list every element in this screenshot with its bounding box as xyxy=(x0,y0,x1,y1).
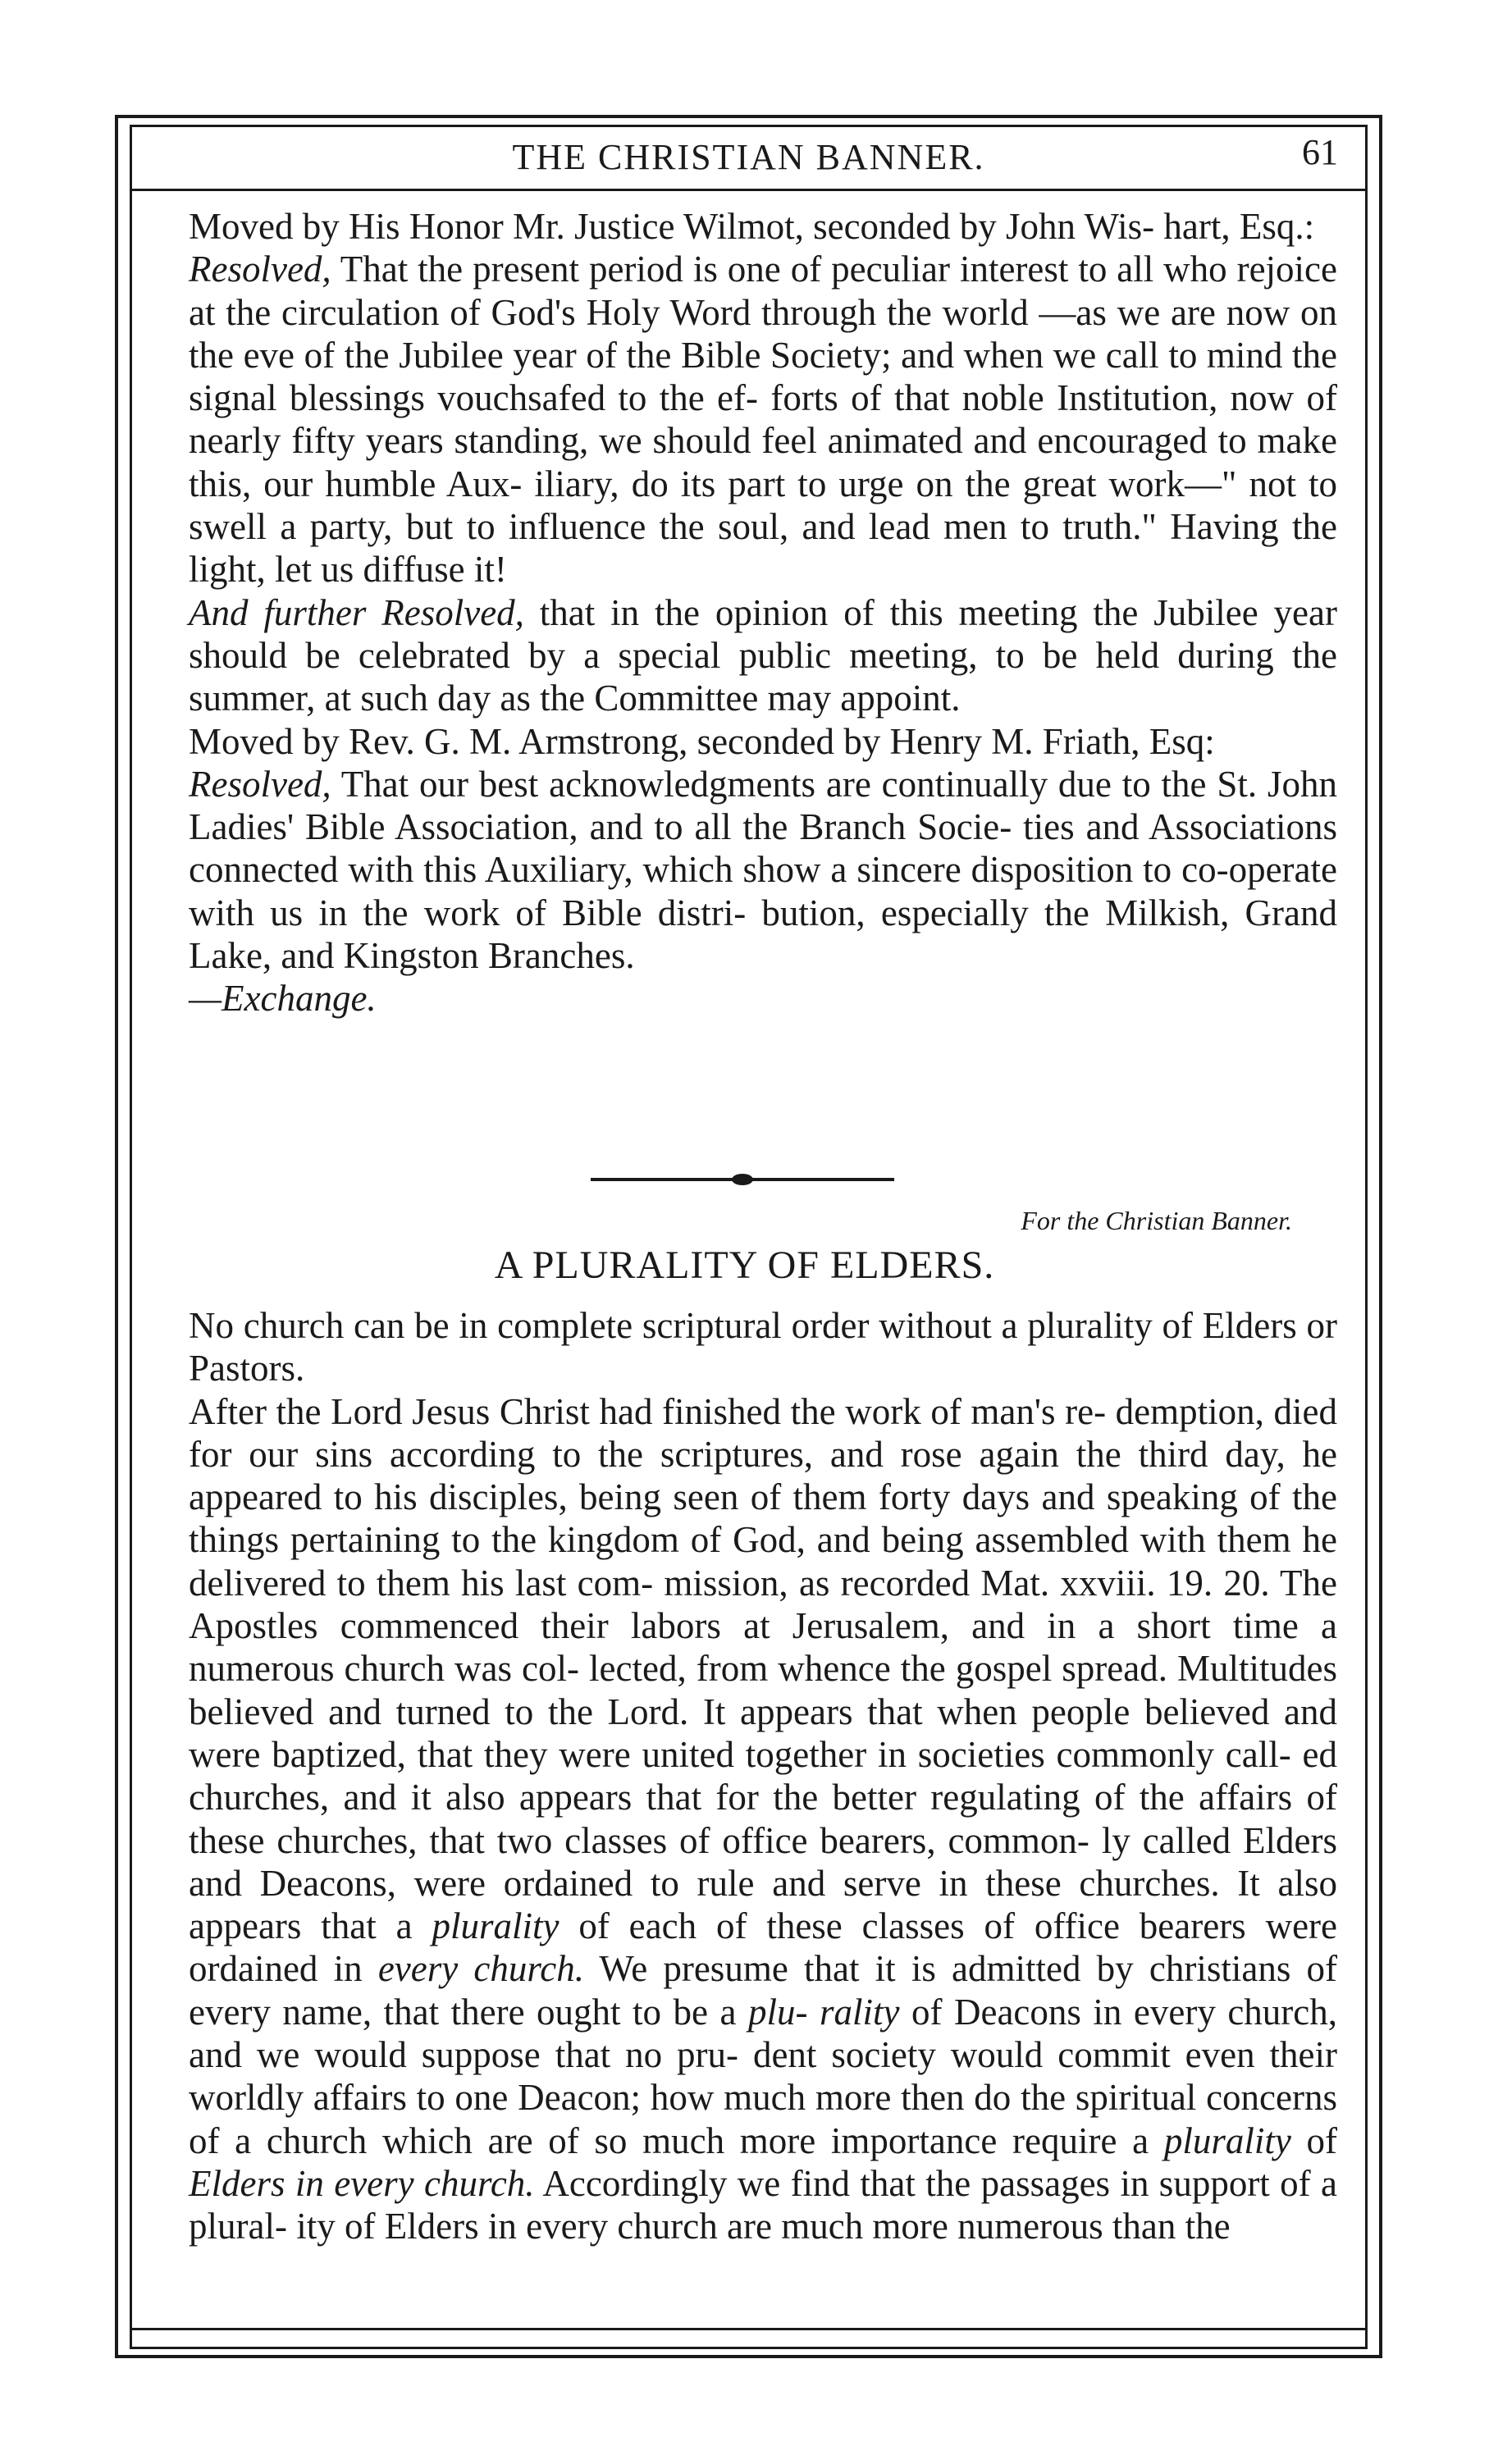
resolved-label: Resolved, xyxy=(189,763,331,805)
source-credit xyxy=(189,977,1337,1020)
resolution-paragraph xyxy=(189,248,1337,591)
resolved-label: Resolved, xyxy=(189,249,331,290)
article-paragraph xyxy=(189,1390,1337,2248)
bottom-rule xyxy=(130,2328,1368,2330)
article-title: A PLURALITY OF ELDERS. xyxy=(494,1243,995,1287)
resolution-paragraph xyxy=(189,591,1337,720)
running-title: THE CHRISTIAN BANNER. xyxy=(512,137,985,177)
source-credit-text: —Exchange. xyxy=(189,978,377,1020)
page-header xyxy=(131,125,1366,191)
text-run: Accordingly we find that the passages in support of a plural- ity of Elders in every church are much more numerous than the xyxy=(189,2162,1338,2247)
text-run: After the Lord Jesus Christ had finished the work of man's re- demption, died for our sins according to the scriptures, and rose again the third day, he appeared to his disciples, being seen of them forty days and speaking of the things pertaining to the kingdom of God, and being assembled with them he delivered to them his last com- mission, as recorded Mat. xxviii. 19. 20. The Apostles commenced their labors at Jerusalem, and in a short time a numerous church was col- lected, from whence the gospel spread. Multitudes believed and turned to the Lord. It appears that when people believed and were baptized, that they were united together in societies commonly call- ed churches, and it also appears that for the better regulating of the affairs of these churches, that two classes of office bearers, common- ly called Elders and Deacons, were ordained to rule and serve in these churches. It also appears that a xyxy=(189,1390,1337,1947)
article-attribution: For the Christian Banner. xyxy=(1021,1206,1292,1235)
section-divider-ornament xyxy=(591,1177,894,1182)
resolution-text: That the present period is one of peculiar interest to all who rejoice at the circulation of God's Holy Word through the world —as we are now on the eve of the Jubilee year of the Bible Society; and when we call to mind the signal blessings vouchsafed to the ef- forts of that noble Institution, now of nearly fifty years standing, we should feel animated and encouraged to make this, our humble Aux- iliary, do its part to urge on the great work—" not to swell a party, but to influence the soul, and lead men to truth." Having the light, let us diffuse it! xyxy=(189,249,1337,591)
text-run: of Deacons in every church, and we would suppose that no pru- dent society would commit even their worldly affairs to one Deacon; how much more then do the spiritual concerns of a church which are of so much more importance require a xyxy=(189,1991,1338,2161)
text-run: We presume that it is admitted by christians of every name, that there ought to be a xyxy=(189,1948,1337,2033)
motion-paragraph: Moved by His Honor Mr. Justice Wilmot, seconded by John Wis- hart, Esq.: xyxy=(189,206,1315,247)
italic-run: plurality xyxy=(432,1905,560,1947)
resolution-text: That our best acknowledgments are continually due to the St. John Ladies' Bible Association, and to all the Branch Socie- ties and Associations connected with this Auxiliary, which show a sincere disposition to co-operate with us in the work of Bible distri- bution, especially the Milkish, Grand Lake, and Kingston Branches. xyxy=(189,763,1337,977)
italic-run: every church. xyxy=(377,1948,584,1990)
page-number: 61 xyxy=(1302,132,1338,172)
resolved-label: And further Resolved, xyxy=(189,591,524,633)
resolutions-section xyxy=(189,205,1337,1020)
italic-run: plu- rality xyxy=(748,1991,900,2033)
article-body xyxy=(189,1304,1337,2248)
resolution-text: that in the opinion of this meeting the Jubilee year should be celebrated by a special public meeting, to be held during the summer, at such day as the Committee may appoint. xyxy=(189,591,1337,719)
text-run: of xyxy=(1290,2119,1337,2161)
motion-paragraph: Moved by Rev. G. M. Armstrong, seconded by Henry M. Friath, Esq: xyxy=(189,720,1215,762)
italic-run: Elders in every church. xyxy=(189,2162,535,2204)
text-run: of each of these classes of office bearers were ordained in xyxy=(189,1905,1337,1990)
resolution-paragraph xyxy=(189,763,1337,977)
italic-run: plurality xyxy=(1163,2119,1291,2161)
article-paragraph: No church can be in complete scriptural order without a plurality of Elders or Pastors. xyxy=(189,1305,1337,1389)
divider-dot xyxy=(732,1174,753,1185)
